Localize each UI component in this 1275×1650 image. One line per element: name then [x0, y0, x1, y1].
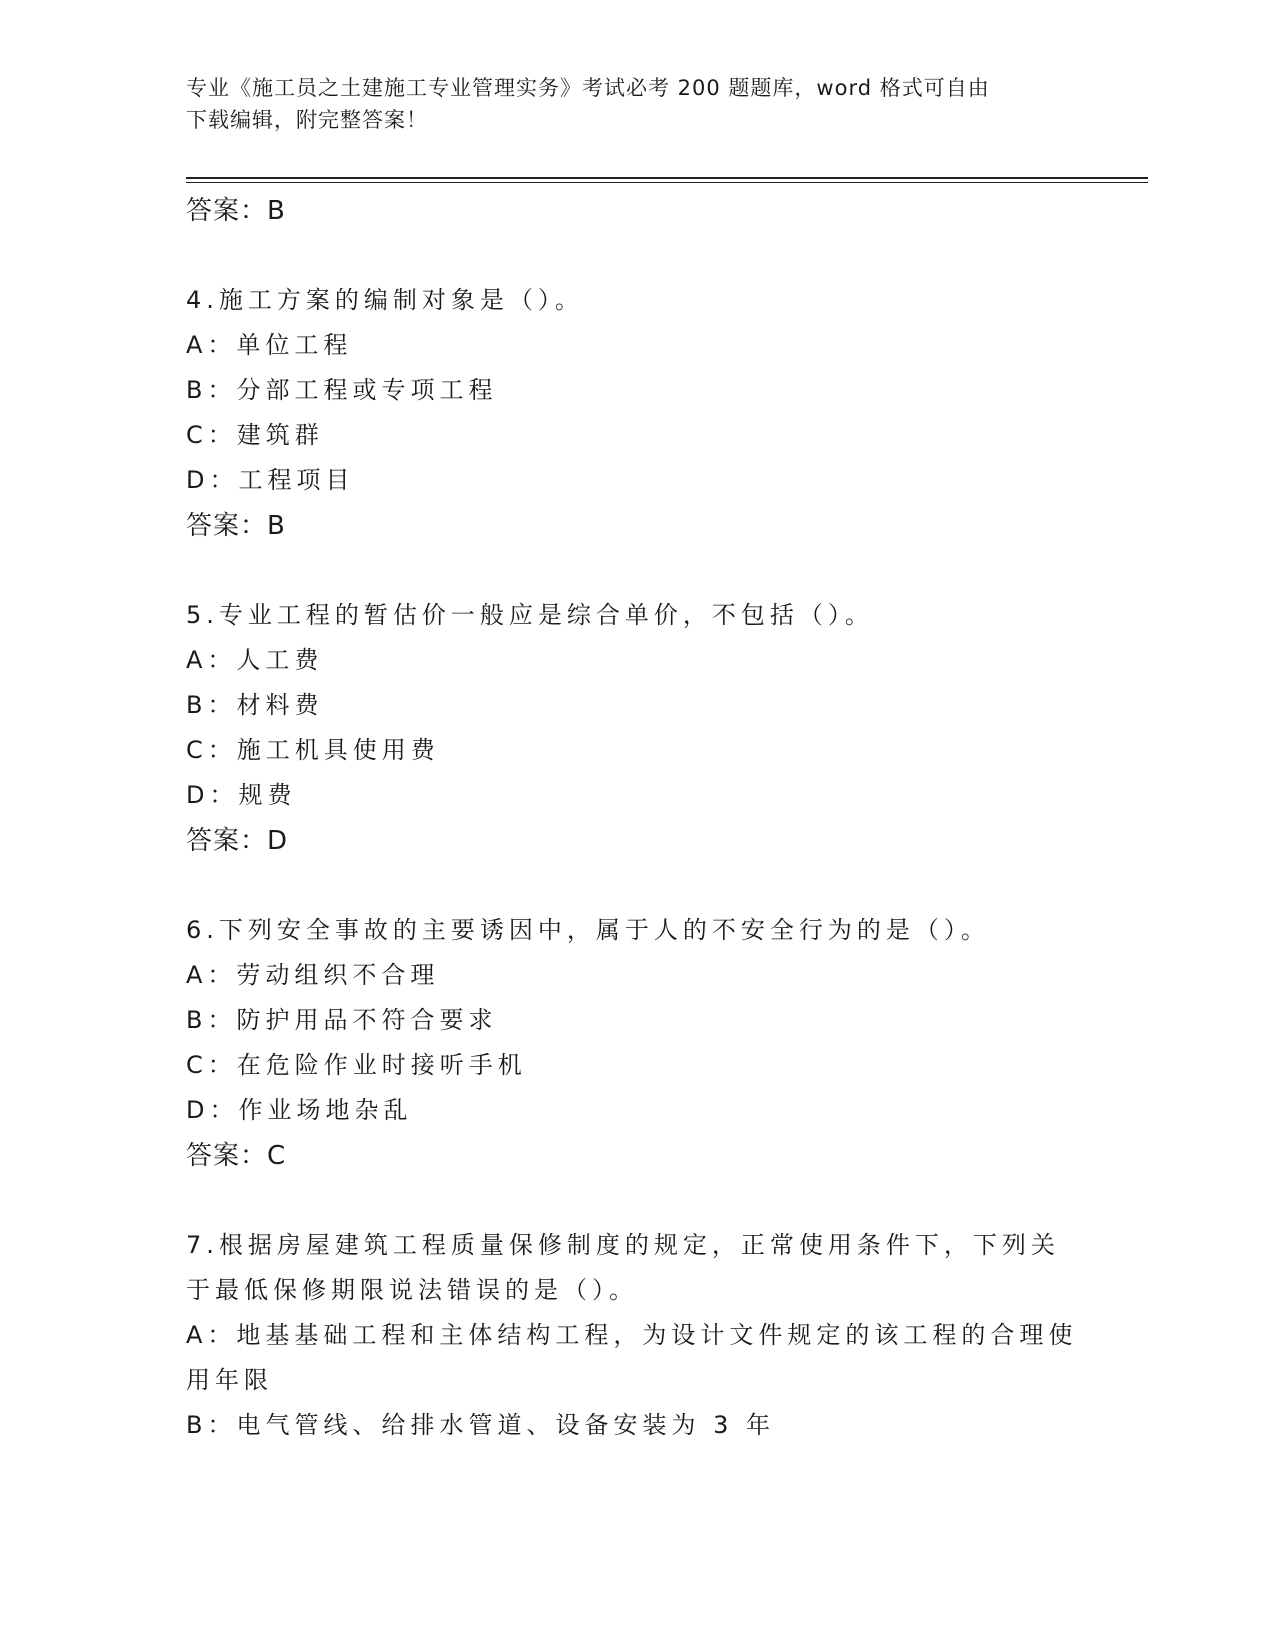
answer: 答案：B [186, 511, 286, 541]
question-text: 4.施工方案的编制对象是（）。 [186, 286, 584, 314]
header-line-1: 专业《施工员之土建施工专业管理实务》考试必考 200 题题库，word 格式可自由 [186, 76, 990, 100]
header-line-2: 下载编辑，附完整答案！ [186, 108, 428, 132]
option-b: B：分部工程或专项工程 [186, 376, 498, 404]
question-7 [186, 1223, 1086, 1448]
question-text-line-2: 于最低保修期限说法错误的是（）。 [186, 1276, 638, 1304]
question-text: 6.下列安全事故的主要诱因中，属于人的不安全行为的是（）。 [186, 916, 990, 944]
page-header [186, 72, 1066, 136]
option-a-line-2: 用年限 [186, 1366, 273, 1394]
option-c: C：在危险作业时接听手机 [186, 1051, 527, 1079]
option-d: D：工程项目 [186, 466, 355, 494]
option-a: A：人工费 [186, 646, 324, 674]
option-b: B：电气管线、给排水管道、设备安装为 3 年 [186, 1411, 775, 1439]
option-d: D：作业场地杂乱 [186, 1096, 413, 1124]
header-rule-thick [186, 177, 1148, 179]
option-a: A：劳动组织不合理 [186, 961, 440, 989]
option-d: D：规费 [186, 781, 297, 809]
option-c: C：施工机具使用费 [186, 736, 440, 764]
question-5 [186, 593, 1086, 864]
option-b: B：材料费 [186, 691, 324, 719]
question-text-line-1: 7.根据房屋建筑工程质量保修制度的规定，正常使用条件下，下列关 [186, 1231, 1060, 1259]
option-a-line-1: A：地基基础工程和主体结构工程，为设计文件规定的该工程的合理使 [186, 1321, 1078, 1349]
question-4 [186, 278, 1086, 549]
question-text: 5.专业工程的暂估价一般应是综合单价，不包括（）。 [186, 601, 874, 629]
answer: 答案：D [186, 826, 289, 856]
option-a: A：单位工程 [186, 331, 353, 359]
header-rule-thin [186, 182, 1148, 183]
option-c: C：建筑群 [186, 421, 324, 449]
question-6 [186, 908, 1086, 1179]
answer-previous: 答案：B [186, 196, 286, 226]
option-b: B：防护用品不符合要求 [186, 1006, 498, 1034]
answer: 答案：C [186, 1141, 287, 1171]
content-area [186, 188, 1086, 1448]
